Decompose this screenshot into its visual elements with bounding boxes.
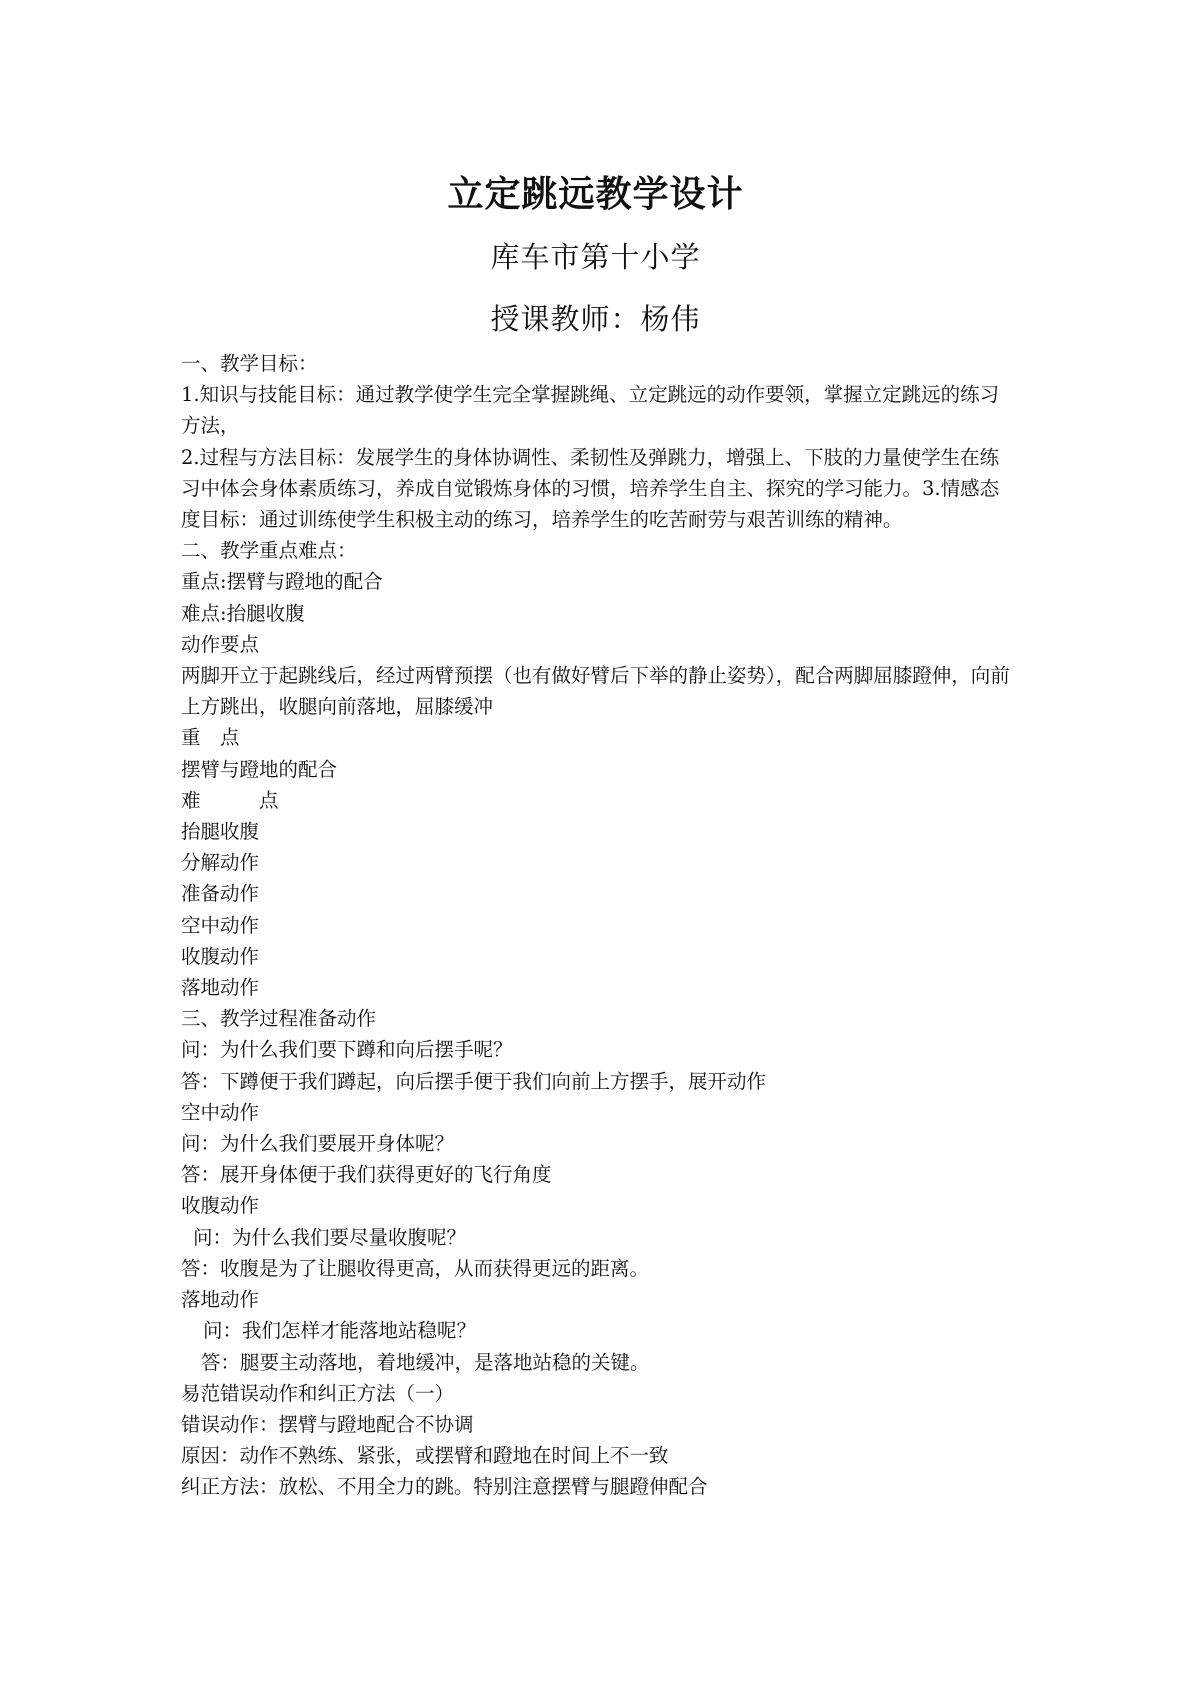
text-line: 准备动作 [181, 882, 260, 906]
question-line: 问：为什么我们要尽量收腹呢？ [193, 1225, 467, 1249]
question-line: 问：为什么我们要展开身体呢？ [181, 1132, 455, 1156]
text-line: 重 点 [181, 726, 240, 750]
teacher-name: 授课教师：杨伟 [490, 302, 701, 336]
text-line: 落地动作 [181, 1288, 260, 1312]
text-line: 易范错误动作和纠正方法（一） [181, 1381, 455, 1405]
text-line: 动作要点 [181, 632, 260, 656]
section-heading: 一、教学目标： [181, 352, 318, 375]
paragraph: 两脚开立于起跳线后，经过两臂预摆（也有做好臂后下举的静止姿势），配合两脚屈膝蹬伸，向前上方跳出，收腿向前落地，屈膝缓冲 [181, 664, 1010, 719]
text-line: 错误动作：摆臂与蹬地配合不协调 [181, 1412, 474, 1436]
school-name: 库车市第十小学 [490, 240, 701, 274]
text-line: 分解动作 [181, 851, 260, 875]
paragraph: 1.知识与技能目标：通过教学使学生完全掌握跳绳、立定跳远的动作要领，掌握立定跳远的练习方法， [181, 383, 1000, 438]
text-line: 收腹动作 [181, 1194, 260, 1218]
text-line: 空中动作 [181, 1100, 260, 1124]
answer-line: 答：腿要主动落地，着地缓冲，是落地站稳的关键。 [201, 1350, 650, 1374]
answer-line: 答：展开身体便于我们获得更好的飞行角度 [181, 1163, 552, 1187]
text-line: 难 点 [181, 788, 279, 812]
section-heading: 二、教学重点难点： [181, 539, 357, 563]
text-line: 收腹动作 [181, 944, 260, 968]
text-line: 难点:抬腿收腹 [181, 601, 305, 625]
text-line: 抬腿收腹 [181, 820, 260, 844]
document-body [181, 348, 1016, 1503]
question-line: 问：我们怎样才能落地站稳呢？ [203, 1319, 477, 1343]
text-line: 落地动作 [181, 976, 260, 1000]
text-line: 原因：动作不熟练、紧张，或摆臂和蹬地在时间上不一致 [181, 1444, 669, 1468]
paragraph: 2.过程与方法目标：发展学生的身体协调性、柔韧性及弹跳力，增强上、下肢的力量使学生在练习中体会身体素质练习，养成自觉锻炼身体的习惯，培养学生自主、探究的学习能力。3.情感态度目标：通过训练使学生积极主动的练习，培养学生的吃苦耐劳与艰苦训练的精神。 [181, 445, 1000, 532]
text-line: 摆臂与蹬地的配合 [181, 757, 338, 781]
text-line: 空中动作 [181, 913, 260, 937]
text-line: 纠正方法：放松、不用全力的跳。特别注意摆臂与腿蹬伸配合 [181, 1475, 708, 1499]
section-heading: 三、教学过程准备动作 [181, 1007, 377, 1031]
text-line: 重点:摆臂与蹬地的配合 [181, 570, 383, 594]
answer-line: 答：收腹是为了让腿收得更高，从而获得更远的距离。 [181, 1256, 650, 1280]
document-title: 立定跳远教学设计 [447, 174, 744, 215]
question-line: 问：为什么我们要下蹲和向后摆手呢？ [181, 1038, 513, 1062]
answer-line: 答：下蹲便于我们蹲起，向后摆手便于我们向前上方摆手，展开动作 [181, 1069, 767, 1093]
